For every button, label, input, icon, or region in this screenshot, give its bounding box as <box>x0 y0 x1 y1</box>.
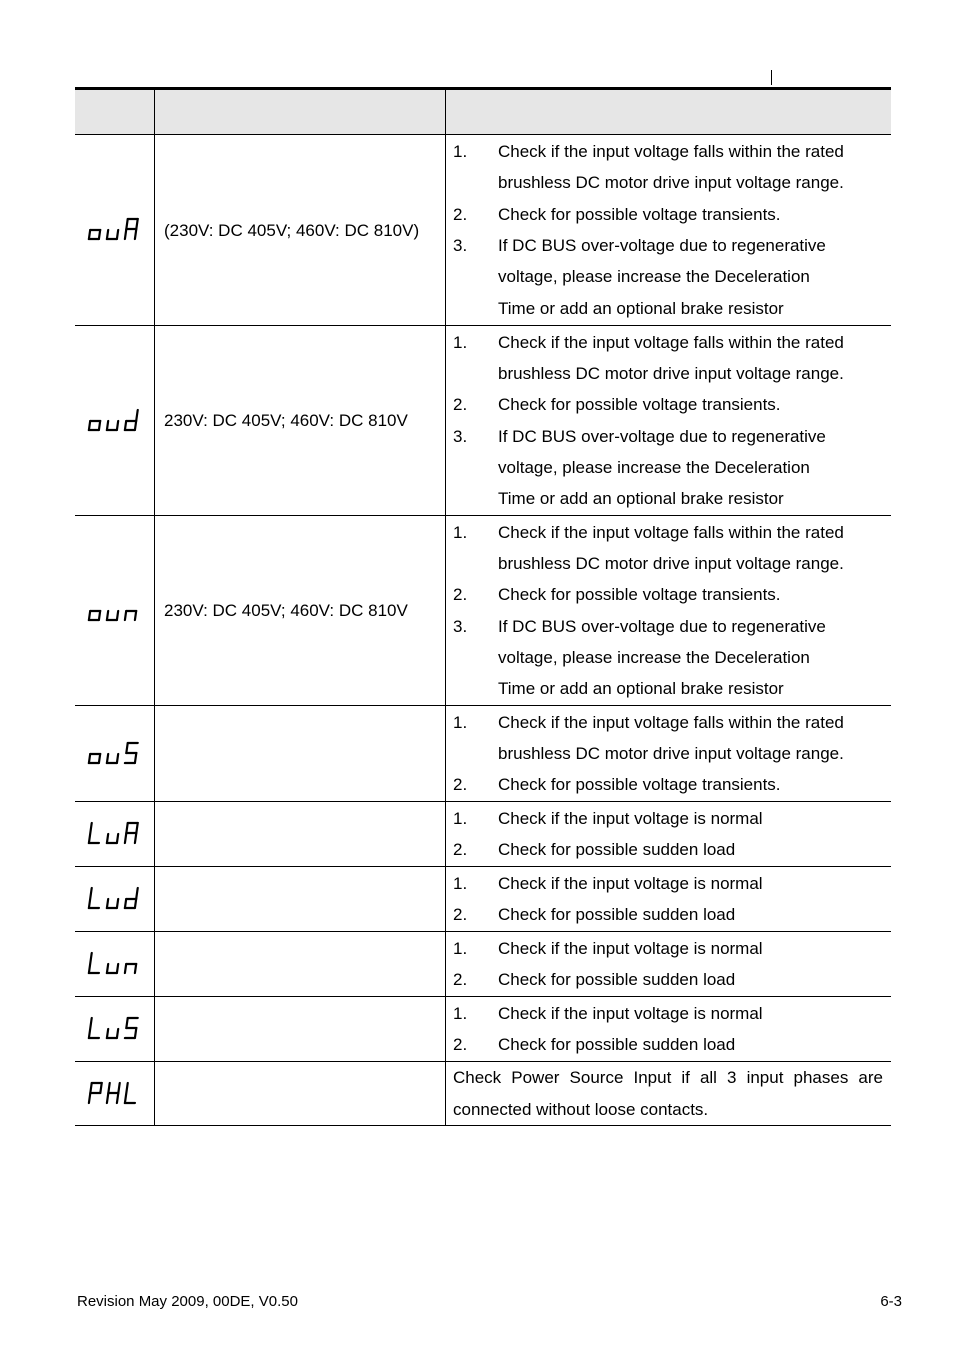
action-steps <box>453 868 883 931</box>
table-row <box>75 516 891 706</box>
action-step-line <box>453 803 883 834</box>
fault-code-cell <box>75 1062 155 1126</box>
step-text: If DC BUS over-voltage due to regenerative <box>498 616 826 636</box>
action-steps <box>453 517 883 705</box>
fault-condition-cell <box>155 1062 446 1126</box>
action-steps <box>453 998 883 1061</box>
table-row <box>75 997 891 1062</box>
step-number: 3. <box>453 616 468 636</box>
action-step-line <box>453 738 883 769</box>
action-steps <box>453 707 883 801</box>
step-text: If DC BUS over-voltage due to regenerative <box>498 426 826 446</box>
seven-segment-display <box>86 951 144 977</box>
step-text-continued: Time or add an optional brake resistor <box>498 489 784 509</box>
step-text: Check for possible sudden load <box>498 1035 736 1054</box>
step-text-continued: brushless DC motor drive input voltage range. <box>498 363 844 383</box>
corrective-action-cell <box>446 867 892 932</box>
step-text-continued: brushless DC motor drive input voltage range. <box>498 743 844 763</box>
step-number: 2. <box>453 395 468 415</box>
table-row <box>75 932 891 997</box>
seven-segment-display <box>86 1016 144 1042</box>
step-number: 1. <box>453 1003 468 1023</box>
step-number: 2. <box>453 204 468 224</box>
action-step-line <box>453 834 883 865</box>
seven-segment-display <box>86 408 144 434</box>
step-number: 1. <box>453 938 468 958</box>
action-steps <box>453 933 883 996</box>
table-row <box>75 326 891 516</box>
fault-table <box>75 87 891 1126</box>
action-step-line <box>453 293 883 324</box>
table-row <box>75 867 891 932</box>
action-text: Check Power Source Input if all 3 input phases are connected without loose contacts. <box>453 1068 883 1119</box>
header-cell-action <box>446 89 892 135</box>
action-steps <box>453 136 883 324</box>
fault-condition-cell <box>155 997 446 1062</box>
corrective-action-cell <box>446 1062 892 1126</box>
action-step-line <box>453 548 883 579</box>
seven-segment-display <box>86 1081 144 1107</box>
table-row <box>75 802 891 867</box>
action-step-line <box>453 964 883 995</box>
fault-code-cell <box>75 802 155 867</box>
seven-segment-display <box>86 598 144 624</box>
table-body <box>75 135 891 1126</box>
fault-code-cell <box>75 867 155 932</box>
action-steps <box>453 327 883 515</box>
fault-code-cell <box>75 516 155 706</box>
action-step-line <box>453 899 883 930</box>
action-step-line <box>453 707 883 738</box>
step-text: Check if the input voltage is normal <box>498 873 763 893</box>
action-step-line <box>453 358 883 389</box>
step-text-continued: brushless DC motor drive input voltage range. <box>498 553 844 573</box>
seven-segment-display <box>86 886 144 912</box>
step-number: 2. <box>453 585 468 605</box>
step-number: 2. <box>453 905 468 924</box>
seven-segment-display <box>86 741 144 767</box>
corrective-action-cell <box>446 932 892 997</box>
header-cell-condition <box>155 89 446 135</box>
step-text: If DC BUS over-voltage due to regenerative <box>498 236 826 255</box>
step-text: Check if the input voltage falls within the rated <box>498 712 844 732</box>
table-row <box>75 135 891 326</box>
action-step-line <box>453 389 883 420</box>
step-text-continued: Time or add an optional brake resistor <box>498 679 784 699</box>
step-number: 3. <box>453 426 468 446</box>
step-text-continued: Time or add an optional brake resistor <box>498 298 784 318</box>
step-text: Check for possible sudden load <box>498 905 736 924</box>
fault-code-cell <box>75 135 155 326</box>
footer-page-number: 6-3 <box>880 1293 902 1310</box>
table-header-row <box>75 89 891 135</box>
footer-revision: Revision May 2009, 00DE, V0.50 <box>77 1293 298 1310</box>
step-text-continued: brushless DC motor drive input voltage range. <box>498 173 844 193</box>
step-text-continued: voltage, please increase the Deceleration <box>498 647 810 667</box>
header-cell-display <box>75 89 155 135</box>
step-number: 2. <box>453 1035 468 1054</box>
action-steps <box>453 803 883 866</box>
action-step-line <box>453 483 883 514</box>
step-number: 1. <box>453 808 468 828</box>
fault-code-cell <box>75 706 155 802</box>
action-step-line <box>453 517 883 548</box>
action-step-line <box>453 230 883 261</box>
step-text-continued: voltage, please increase the Deceleration <box>498 267 810 287</box>
action-step-line <box>453 421 883 452</box>
fault-condition-cell: 230V: DC 405V; 460V: DC 810V <box>155 326 446 516</box>
step-text: Check if the input voltage falls within the rated <box>498 332 844 352</box>
action-step-line <box>453 1029 883 1060</box>
action-step-line <box>453 136 883 167</box>
step-number: 3. <box>453 236 468 255</box>
fault-condition-cell <box>155 706 446 802</box>
fault-code-cell <box>75 997 155 1062</box>
corrective-action-cell <box>446 326 892 516</box>
fault-condition-cell: (230V: DC 405V; 460V: DC 810V) <box>155 135 446 326</box>
action-step-line <box>453 868 883 899</box>
action-step-line <box>453 673 883 704</box>
step-number: 1. <box>453 712 468 732</box>
action-step-line <box>453 199 883 230</box>
header-rule <box>771 70 772 85</box>
action-step-line <box>453 998 883 1029</box>
step-number: 2. <box>453 775 468 795</box>
corrective-action-cell <box>446 997 892 1062</box>
step-text: Check if the input voltage is normal <box>498 1003 763 1023</box>
step-number: 1. <box>453 522 468 542</box>
corrective-action-cell <box>446 706 892 802</box>
corrective-action-cell <box>446 135 892 326</box>
action-step-line <box>453 933 883 964</box>
action-step-line <box>453 611 883 642</box>
step-text: Check if the input voltage is normal <box>498 808 763 828</box>
seven-segment-display <box>86 821 144 847</box>
step-number: 2. <box>453 970 468 989</box>
step-number: 1. <box>453 873 468 893</box>
action-step-line <box>453 167 883 198</box>
action-step-line <box>453 642 883 673</box>
action-step-line <box>453 579 883 610</box>
step-text: Check if the input voltage falls within the rated <box>498 142 844 162</box>
fault-code-cell <box>75 326 155 516</box>
step-text: Check for possible voltage transients. <box>498 775 781 795</box>
step-text: Check for possible voltage transients. <box>498 204 781 224</box>
action-step-line <box>453 327 883 358</box>
step-text: Check if the input voltage falls within the rated <box>498 522 844 542</box>
fault-condition-cell <box>155 867 446 932</box>
step-text: Check for possible sudden load <box>498 840 736 859</box>
fault-code-cell <box>75 932 155 997</box>
step-text: Check for possible sudden load <box>498 970 736 989</box>
step-number: 1. <box>453 142 468 162</box>
corrective-action-cell <box>446 802 892 867</box>
table-row <box>75 706 891 802</box>
action-step-line <box>453 452 883 483</box>
step-text: Check if the input voltage is normal <box>498 938 763 958</box>
seven-segment-display <box>86 217 144 243</box>
step-text: Check for possible voltage transients. <box>498 585 781 605</box>
step-number: 1. <box>453 332 468 352</box>
corrective-action-cell <box>446 516 892 706</box>
step-text-continued: voltage, please increase the Deceleration <box>498 457 810 477</box>
step-number: 2. <box>453 840 468 859</box>
table-row <box>75 1062 891 1126</box>
action-step-line <box>453 769 883 800</box>
action-step-line <box>453 261 883 292</box>
fault-condition-cell <box>155 932 446 997</box>
fault-condition-cell <box>155 802 446 867</box>
fault-condition-cell: 230V: DC 405V; 460V: DC 810V <box>155 516 446 706</box>
step-text: Check for possible voltage transients. <box>498 395 781 415</box>
